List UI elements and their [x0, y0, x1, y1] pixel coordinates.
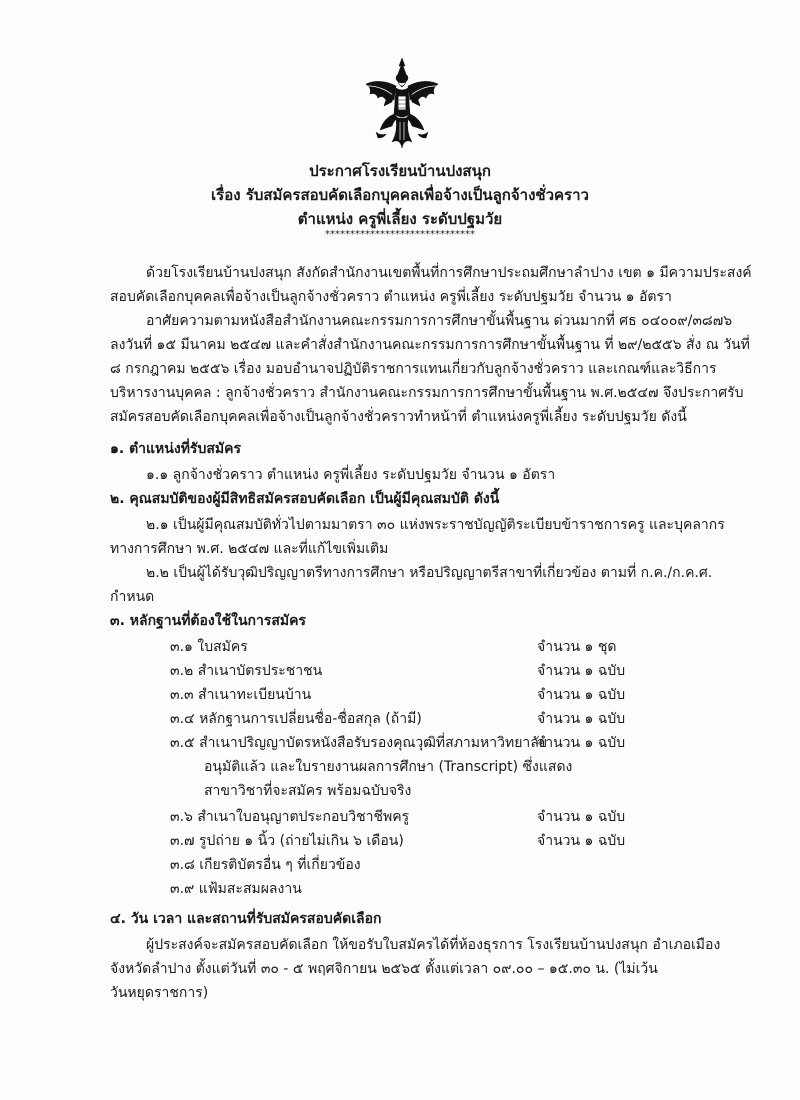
intro-p2-line5: สมัครสอบคัดเลือกบุคคลเพื่อจ้างเป็นลูกจ้างชั่วคราวทำหน้าที่ ตำแหน่งครูพี่เลี้ยง ระดับปฐมวัย ดังนี้: [110, 409, 687, 425]
document-amount: จำนวน ๑ ฉบับ: [537, 833, 626, 849]
document-amount: จำนวน ๑ ชุด: [537, 639, 617, 655]
intro-p2-line2: ลงวันที่ ๑๕ มีนาคม ๒๕๔๗ และคำสั่งสำนักงานคณะกรรมการการศึกษาขั้นพื้นฐาน ที่ ๒๙/๒๕๕๖ สั่ง ณ วันที่: [110, 337, 750, 353]
intro-p1-line1: ด้วยโรงเรียนบ้านปงสนุก สังกัดสำนักงานเขตพื้นที่การศึกษาประถมศึกษาลำปาง เขต ๑ มีความประสงค์: [146, 265, 752, 281]
document-item: ๓.๗ รูปถ่าย ๑ นิ้ว (ถ่ายไม่เกิน ๖ เดือน): [170, 833, 404, 849]
announcement-title: ประกาศโรงเรียนบ้านปงสนุก: [309, 162, 491, 180]
intro-p2-line4: บริหารงานบุคคล : ลูกจ้างชั่วคราว สำนักงานคณะกรรมการการศึกษาขั้นพื้นฐาน พ.ศ.๒๕๔๗ จึงประกาศรับ: [110, 385, 744, 401]
section4-line2: จังหวัดลำปาง ตั้งแต่วันที่ ๓๐ - ๕ พฤศจิกายน ๒๕๖๕ ตั้งแต่เวลา ๐๙.๐๐ – ๑๕.๓๐ น. (ไม่เว้น: [110, 961, 658, 977]
document-item: ๓.๒ สำเนาบัตรประชาชน: [170, 663, 323, 679]
intro-p2-line3: ๘ กรกฎาคม ๒๕๕๖ เรื่อง มอบอำนาจปฏิบัติราชการแทนเกี่ยวกับลูกจ้างชั่วคราว และเกณฑ์และวิธีการ: [110, 361, 717, 377]
section1-item1: ๑.๑ ลูกจ้างชั่วคราว ตำแหน่ง ครูพี่เลี้ยง ระดับปฐมวัย จำนวน ๑ อัตรา: [146, 467, 556, 483]
section4-line3: วันหยุดราชการ): [110, 985, 209, 1001]
document-amount: จำนวน ๑ ฉบับ: [537, 663, 626, 679]
section4-title: ๔. วัน เวลา และสถานที่รับสมัครสอบคัดเลือก: [110, 911, 382, 927]
intro-p1-line2: สอบคัดเลือกบุคคลเพื่อจ้างเป็นลูกจ้างชั่วคราว ตำแหน่ง ครูพี่เลี้ยง ระดับปฐมวัย จำนวน ๑ อัตรา: [110, 289, 672, 305]
section2-item1-line2: ทางการศึกษา พ.ศ. ๒๕๔๗ และที่แก้ไขเพิ่มเติม: [110, 541, 389, 557]
section1-title: ๑. ตำแหน่งที่รับสมัคร: [110, 441, 241, 457]
intro-p2-line1: อาศัยความตามหนังสือสำนักงานคณะกรรมการการศึกษาขั้นพื้นฐาน ด่วนมากที่ ศธ ๐๔๐๐๙/๓๘๗๖: [146, 313, 733, 329]
section2-item1-line1: ๒.๑ เป็นผู้มีคุณสมบัติทั่วไปตามมาตรา ๓๐ แห่งพระราชบัญญัติระเบียบข้าราชการครู และบุคลากร: [146, 517, 725, 533]
garuda-emblem-icon: [362, 56, 442, 152]
section4-line1: ผู้ประสงค์จะสมัครสอบคัดเลือก ให้ขอรับใบสมัครได้ที่ห้องธุรการ โรงเรียนบ้านปงสนุก อำเภอเมือง: [146, 937, 721, 953]
document-item: ๓.๔ หลักฐานการเปลี่ยนชื่อ-ชื่อสกุล (ถ้ามี): [170, 711, 422, 727]
document-amount: จำนวน ๑ ฉบับ: [537, 809, 626, 825]
document-item-continuation: สาขาวิชาที่จะสมัคร พร้อมฉบับจริง: [204, 783, 412, 799]
document-amount: จำนวน ๑ ฉบับ: [537, 735, 626, 751]
document-item: ๓.๑ ใบสมัคร: [170, 639, 248, 655]
document-item: ๓.๕ สำเนาปริญญาบัตรหนังสือรับรองคุณวุฒิที่สภามหาวิทยาลัย: [170, 735, 548, 751]
section2-title: ๒. คุณสมบัติของผู้มีสิทธิสมัครสอบคัดเลือก เป็นผู้มีคุณสมบัติ ดังนี้: [110, 491, 500, 507]
document-item-continuation: อนุมัติแล้ว และใบรายงานผลการศึกษา (Transcript) ซึ่งแสดง: [204, 759, 573, 775]
section2-item2-line2: กำหนด: [110, 589, 155, 605]
title-separator: ******************************: [325, 229, 475, 240]
announcement-position: ตำแหน่ง ครูพี่เลี้ยง ระดับปฐมวัย: [297, 210, 503, 228]
announcement-subject: เรื่อง รับสมัครสอบคัดเลือกบุคคลเพื่อจ้างเป็นลูกจ้างชั่วคราว: [211, 186, 589, 204]
document-item: ๓.๘ เกียรติบัตรอื่น ๆ ที่เกี่ยวข้อง: [170, 857, 361, 873]
document-amount: จำนวน ๑ ฉบับ: [537, 687, 626, 703]
document-item: ๓.๓ สำเนาทะเบียนบ้าน: [170, 687, 312, 703]
document-item: ๓.๖ สำเนาใบอนุญาตประกอบวิชาชีพครู: [170, 809, 410, 825]
section2-item2-line1: ๒.๒ เป็นผู้ได้รับวุฒิปริญญาตรีทางการศึกษา หรือปริญญาตรีสาขาที่เกี่ยวข้อง ตามที่ ก.ค./ก.ค.ศ.: [146, 565, 713, 581]
section3-title: ๓. หลักฐานที่ต้องใช้ในการสมัคร: [110, 613, 307, 629]
document-amount: จำนวน ๑ ฉบับ: [537, 711, 626, 727]
document-item: ๓.๙ แฟ้มสะสมผลงาน: [170, 881, 302, 897]
